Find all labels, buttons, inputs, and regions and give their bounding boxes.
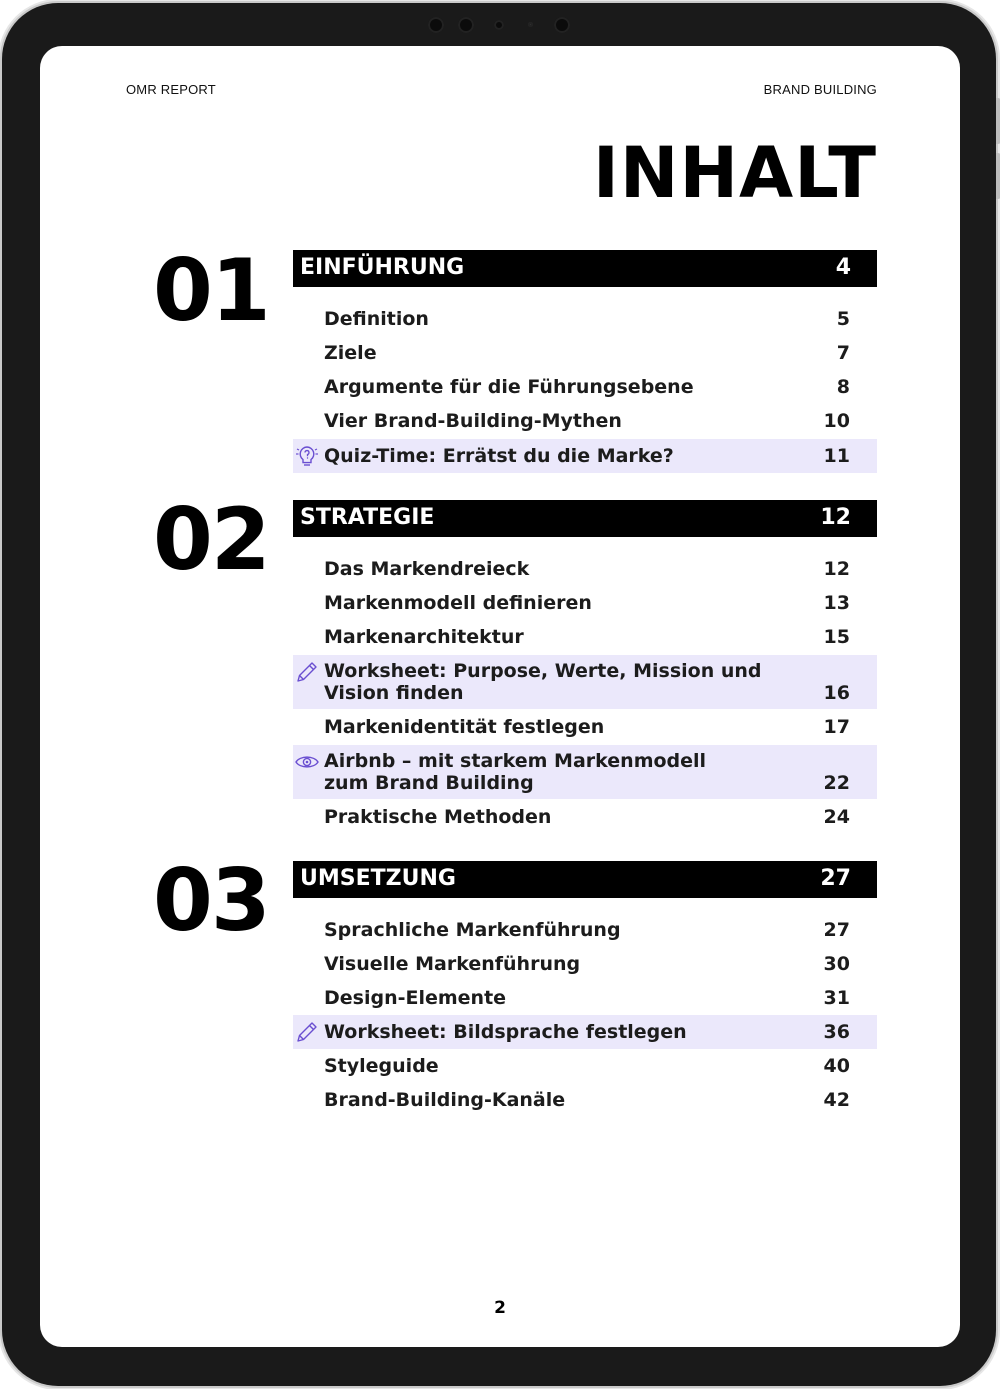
section-page: 4 [835, 255, 851, 280]
toc-entry-label: Markenmodell definieren [324, 592, 592, 614]
toc-entry[interactable] [293, 622, 877, 652]
toc-entry[interactable] [293, 554, 877, 584]
sensor-dot-icon [528, 22, 533, 27]
toc-entry-label: Brand-Building-Kanäle [324, 1089, 566, 1111]
toc-entry-page: 17 [823, 716, 850, 738]
section-number: 03 [153, 851, 269, 951]
toc-entry-highlighted[interactable] [293, 1015, 877, 1049]
header-left: OMR REPORT [126, 82, 216, 97]
toc-entry-label: Definition [324, 308, 429, 330]
toc-entry[interactable] [293, 983, 877, 1013]
toc-entry[interactable] [293, 712, 877, 742]
toc-entry-page: 12 [823, 558, 850, 580]
toc-entry-highlighted[interactable] [293, 655, 877, 709]
header-right: BRAND BUILDING [763, 82, 877, 97]
toc-entry[interactable] [293, 949, 877, 979]
toc-entry-label: Das Markendreieck [324, 558, 530, 580]
toc-entry[interactable] [293, 304, 877, 334]
toc-entry-page: 16 [823, 682, 850, 704]
toc-entry-label: Praktische Methoden [324, 806, 552, 828]
section-header[interactable] [293, 861, 877, 898]
toc-entry-page: 31 [823, 987, 850, 1009]
toc-entry-page: 11 [823, 445, 850, 467]
toc-entry-label: Sprachliche Markenführung [324, 919, 621, 941]
eye-icon [294, 749, 320, 775]
toc-entry-page: 22 [823, 772, 850, 794]
toc-entry[interactable] [293, 588, 877, 618]
toc-entry[interactable] [293, 1085, 877, 1115]
toc-entry-label: Airbnb – mit starkem Markenmodell [324, 750, 707, 772]
toc-entry-page: 30 [823, 953, 850, 975]
toc-entry-label-line2: Vision finden [324, 682, 464, 704]
tablet-frame [2, 3, 996, 1386]
pencil-icon [294, 659, 320, 685]
toc-entry-label: Worksheet: Purpose, Werte, Mission und [324, 660, 762, 682]
section-page: 27 [820, 866, 851, 891]
toc-entry[interactable] [293, 915, 877, 945]
camera-lens-icon [428, 17, 444, 33]
toc-entry[interactable] [293, 372, 877, 402]
toc-entry-label: Design-Elemente [324, 987, 507, 1009]
toc-entry-label: Quiz-Time: Errätst du die Marke? [324, 445, 674, 467]
toc-entry-label-line2: zum Brand Building [324, 772, 534, 794]
section-number: 01 [153, 241, 269, 341]
camera-lens-icon [458, 17, 474, 33]
section-page: 12 [820, 505, 851, 530]
toc-entry-page: 36 [823, 1021, 850, 1043]
toc-entry-page: 13 [823, 592, 850, 614]
volume-down-button [996, 153, 1000, 199]
toc-entry[interactable] [293, 406, 877, 436]
toc-entry-highlighted[interactable] [293, 439, 877, 473]
toc-entry-label: Markenidentität festlegen [324, 716, 605, 738]
toc-entry-label: Argumente für die Führungsebene [324, 376, 694, 398]
toc-entry-label: Vier Brand-Building-Mythen [324, 410, 622, 432]
camera-lens-icon [554, 17, 570, 33]
section-label: UMSETZUNG [300, 866, 456, 891]
toc-entry-page: 42 [823, 1089, 850, 1111]
toc-entry-label: Worksheet: Bildsprache festlegen [324, 1021, 687, 1043]
lightbulb-icon [294, 443, 320, 469]
toc-entry-page: 5 [836, 308, 850, 330]
toc-entry-page: 10 [823, 410, 850, 432]
toc-entry-page: 8 [836, 376, 850, 398]
pencil-icon [294, 1019, 320, 1045]
toc-entry-page: 40 [823, 1055, 850, 1077]
section-header[interactable] [293, 500, 877, 537]
toc-entry-label: Styleguide [324, 1055, 439, 1077]
toc-entry-page: 24 [823, 806, 850, 828]
toc-entry-page: 7 [836, 342, 850, 364]
toc-entry-page: 15 [823, 626, 850, 648]
section-label: EINFÜHRUNG [300, 255, 465, 280]
toc-entry-label: Visuelle Markenführung [324, 953, 581, 975]
section-label: STRATEGIE [300, 505, 435, 530]
toc-entry-label: Markenarchitektur [324, 626, 524, 648]
sensor-icon [494, 20, 504, 30]
toc-entry[interactable] [293, 802, 877, 832]
toc-entry[interactable] [293, 1051, 877, 1081]
toc-entry-highlighted[interactable] [293, 745, 877, 799]
section-number: 02 [153, 490, 269, 590]
section-header[interactable] [293, 250, 877, 287]
toc-entry[interactable] [293, 338, 877, 368]
volume-up-button [996, 98, 1000, 144]
page-title: INHALT [592, 132, 877, 214]
toc-entry-page: 27 [823, 919, 850, 941]
page-number: 2 [494, 1298, 506, 1318]
toc-entry-label: Ziele [324, 342, 377, 364]
document-page [40, 46, 960, 1347]
